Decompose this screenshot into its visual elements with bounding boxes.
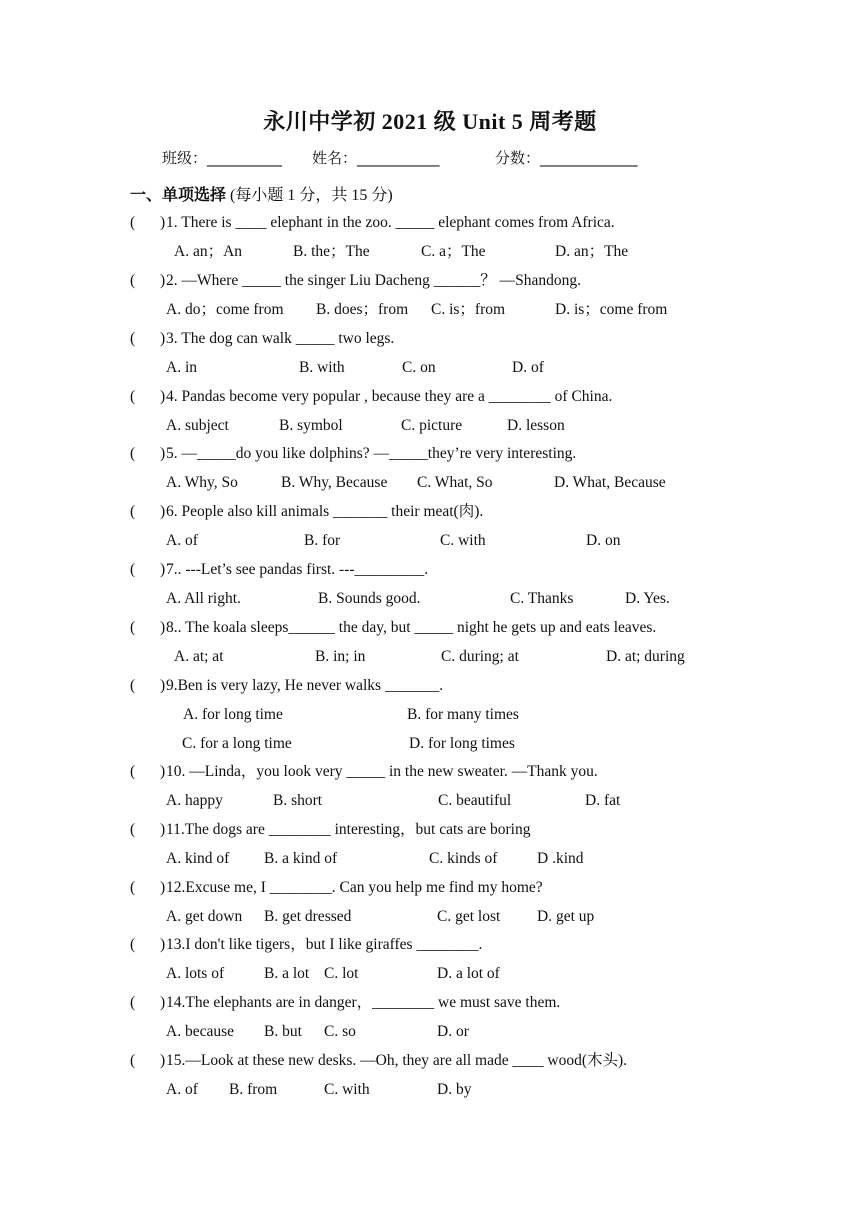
option-d[interactable]: D. lesson bbox=[507, 417, 565, 434]
option-a[interactable]: A. get down bbox=[166, 908, 243, 925]
option-d[interactable]: D. on bbox=[586, 532, 621, 549]
answer-bracket-open[interactable]: ( bbox=[130, 677, 136, 694]
option-b[interactable]: B. symbol bbox=[279, 417, 343, 434]
answer-bracket-close: ) bbox=[160, 619, 166, 636]
answer-bracket-close: ) bbox=[160, 503, 166, 520]
option-a[interactable]: A. happy bbox=[166, 792, 223, 809]
answer-bracket-open[interactable]: ( bbox=[130, 763, 136, 780]
option-b[interactable]: B. for bbox=[304, 532, 341, 549]
answer-bracket-open[interactable]: ( bbox=[130, 619, 136, 636]
answer-bracket-open[interactable]: ( bbox=[130, 445, 136, 462]
option-c[interactable]: C. What, So bbox=[417, 474, 493, 491]
option-a[interactable]: A. in bbox=[166, 359, 197, 376]
option-c[interactable]: C. picture bbox=[401, 417, 463, 434]
option-b[interactable]: B. in; in bbox=[315, 648, 366, 665]
answer-bracket-close: ) bbox=[160, 994, 166, 1011]
option-d[interactable]: D. is；come from bbox=[555, 301, 668, 318]
option-a[interactable]: A. because bbox=[166, 1023, 234, 1040]
option-a[interactable]: A. lots of bbox=[166, 965, 225, 982]
answer-bracket-close: ) bbox=[160, 677, 166, 694]
option-b[interactable]: B. Why, Because bbox=[281, 474, 388, 491]
question-stem: 10. —Linda，you look very _____ in the new sweater. —Thank you. bbox=[166, 763, 598, 780]
answer-bracket-open[interactable]: ( bbox=[130, 936, 136, 953]
option-a[interactable]: A. at; at bbox=[174, 648, 224, 665]
option-a[interactable]: A. Why, So bbox=[166, 474, 238, 491]
question-stem: 7.. ---Let’s see pandas first. ---_________. bbox=[166, 561, 429, 578]
option-b[interactable]: B. the；The bbox=[293, 243, 370, 260]
option-d[interactable]: D. at; during bbox=[606, 648, 685, 665]
answer-bracket-close: ) bbox=[160, 214, 166, 231]
question-stem: 6. People also kill animals _______ their meat(肉). bbox=[166, 503, 484, 520]
answer-bracket-open[interactable]: ( bbox=[130, 879, 136, 896]
option-a[interactable]: A. do；come from bbox=[166, 301, 284, 318]
question-stem: 11.The dogs are ________ interesting，but cats are boring bbox=[166, 821, 531, 838]
answer-bracket-open[interactable]: ( bbox=[130, 994, 136, 1011]
option-b[interactable]: B. short bbox=[273, 792, 323, 809]
option-b[interactable]: B. Sounds good. bbox=[318, 590, 421, 607]
option-d[interactable]: D. or bbox=[437, 1023, 469, 1040]
answer-bracket-open[interactable]: ( bbox=[130, 330, 136, 347]
option-b[interactable]: B. from bbox=[229, 1081, 278, 1098]
option-c[interactable]: C. is；from bbox=[431, 301, 506, 318]
answer-bracket-open[interactable]: ( bbox=[130, 503, 136, 520]
page-title: 永川中学初 2021 级 Unit 5 周考题 bbox=[263, 109, 597, 134]
answer-bracket-close: ) bbox=[160, 561, 166, 578]
answer-bracket-close: ) bbox=[160, 388, 166, 405]
question-stem: 1. There is ____ elephant in the zoo. _____ elephant comes from Africa. bbox=[166, 214, 615, 231]
question-stem: 5. —_____do you like dolphins? —_____they’re very interesting. bbox=[166, 445, 577, 462]
option-c[interactable]: C. on bbox=[402, 359, 436, 376]
option-b[interactable]: B. with bbox=[299, 359, 345, 376]
option-c[interactable]: C. so bbox=[324, 1023, 356, 1040]
option-d[interactable]: D. an；The bbox=[555, 243, 629, 260]
option-c[interactable]: C. Thanks bbox=[510, 590, 574, 607]
option-b[interactable]: B. a lot bbox=[264, 965, 310, 982]
answer-bracket-open[interactable]: ( bbox=[130, 1052, 136, 1069]
answer-bracket-open[interactable]: ( bbox=[130, 272, 136, 289]
option-c[interactable]: C. with bbox=[324, 1081, 370, 1098]
answer-bracket-close: ) bbox=[160, 821, 166, 838]
question-stem: 4. Pandas become very popular , because they are a ________ of China. bbox=[166, 388, 613, 405]
class-field: 班级：__________ bbox=[162, 149, 283, 167]
option-c[interactable]: C. get lost bbox=[437, 908, 501, 925]
answer-bracket-close: ) bbox=[160, 445, 166, 462]
option-b[interactable]: B. but bbox=[264, 1023, 302, 1040]
answer-bracket-open[interactable]: ( bbox=[130, 821, 136, 838]
option-a[interactable]: A. of bbox=[166, 532, 198, 549]
answer-bracket-close: ) bbox=[160, 272, 166, 289]
section-note: (每小题 1 分，共 15 分) bbox=[230, 187, 393, 204]
option-d[interactable]: D. of bbox=[512, 359, 544, 376]
question-stem: 2. —Where _____ the singer Liu Dacheng ______？ —Shandong. bbox=[166, 272, 581, 289]
option-b[interactable]: B. get dressed bbox=[264, 908, 352, 925]
section-lead: 一、单项选择 bbox=[130, 185, 227, 204]
question-stem: 12.Excuse me, I ________. Can you help me find my home? bbox=[166, 879, 543, 896]
answer-bracket-open[interactable]: ( bbox=[130, 214, 136, 231]
option-d[interactable]: D. fat bbox=[585, 792, 621, 809]
question-stem: 15.—Look at these new desks. —Oh, they are all made ____ wood(木头). bbox=[166, 1052, 628, 1069]
option-a[interactable]: A. an；An bbox=[174, 243, 243, 260]
option-a[interactable]: A. All right. bbox=[166, 590, 241, 607]
answer-bracket-close: ) bbox=[160, 330, 166, 347]
question-stem: 8.. The koala sleeps______ the day, but _____ night he gets up and eats leaves. bbox=[166, 619, 657, 636]
option-a[interactable]: A. for long time bbox=[183, 706, 283, 723]
answer-bracket-close: ) bbox=[160, 1052, 166, 1069]
question-stem: 13.I don't like tigers，but I like giraffes ________. bbox=[166, 936, 483, 953]
section-heading bbox=[130, 182, 393, 205]
option-d[interactable]: D. for long times bbox=[409, 735, 515, 752]
option-d[interactable]: D .kind bbox=[537, 850, 584, 867]
option-c[interactable]: C. a；The bbox=[421, 243, 486, 260]
answer-bracket-open[interactable]: ( bbox=[130, 388, 136, 405]
option-c[interactable]: C. kinds of bbox=[429, 850, 498, 867]
option-d[interactable]: D. What, Because bbox=[554, 474, 666, 491]
answer-bracket-close: ) bbox=[160, 879, 166, 896]
option-d[interactable]: D. by bbox=[437, 1081, 472, 1098]
option-b[interactable]: B. for many times bbox=[407, 706, 519, 723]
name-field: 姓名：___________ bbox=[312, 149, 440, 167]
score-field: 分数：_____________ bbox=[495, 149, 638, 167]
option-b[interactable]: B. does；from bbox=[316, 301, 409, 318]
option-b[interactable]: B. a kind of bbox=[264, 850, 338, 867]
option-d[interactable]: D. Yes. bbox=[625, 590, 670, 607]
option-d[interactable]: D. a lot of bbox=[437, 965, 500, 982]
question-stem: 9.Ben is very lazy, He never walks _______. bbox=[166, 677, 444, 694]
question-stem: 3. The dog can walk _____ two legs. bbox=[166, 330, 395, 347]
answer-bracket-open[interactable]: ( bbox=[130, 561, 136, 578]
option-a[interactable]: A. kind of bbox=[166, 850, 230, 867]
option-a[interactable]: A. of bbox=[166, 1081, 198, 1098]
option-c[interactable]: C. during; at bbox=[441, 648, 519, 665]
answer-bracket-close: ) bbox=[160, 763, 166, 780]
option-c[interactable]: C. beautiful bbox=[438, 792, 512, 809]
option-a[interactable]: A. subject bbox=[166, 417, 229, 434]
option-c[interactable]: C. lot bbox=[324, 965, 359, 982]
answer-bracket-close: ) bbox=[160, 936, 166, 953]
question-stem: 14.The elephants are in danger，________ we must save them. bbox=[166, 994, 561, 1011]
option-c[interactable]: C. with bbox=[440, 532, 486, 549]
option-d[interactable]: D. get up bbox=[537, 908, 595, 925]
option-c[interactable]: C. for a long time bbox=[182, 735, 292, 752]
